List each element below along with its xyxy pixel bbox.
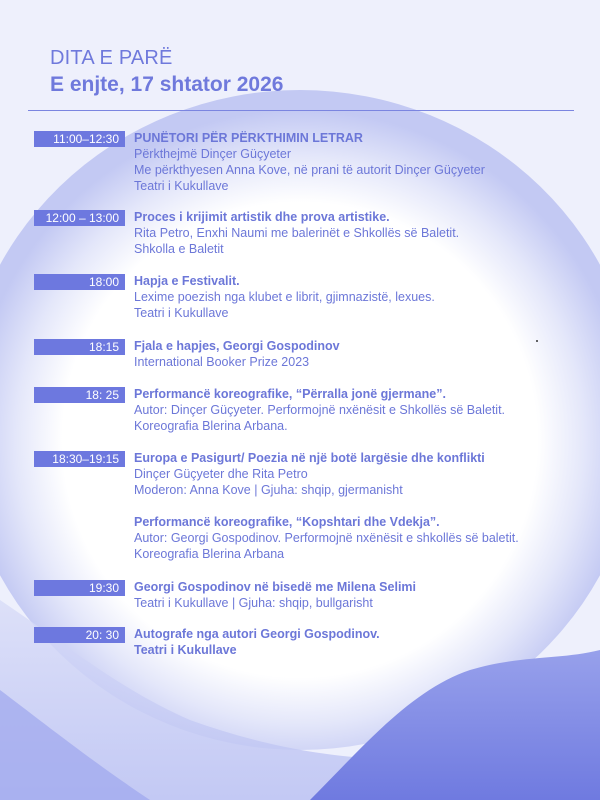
event-title: Autografe nga autori Georgi Gospodinov.: [134, 627, 380, 641]
time-badge: 18:00: [34, 274, 125, 290]
event-title: Fjala e hapjes, Georgi Gospodinov: [134, 339, 340, 353]
date-title: E enjte, 17 shtator 2026: [50, 73, 284, 96]
page-header: [50, 46, 283, 99]
event-title: Hapja e Festivalit.: [134, 274, 240, 288]
time-badge: 19:30: [34, 580, 125, 596]
event-title: Proces i krijimit artistik dhe prova artistike.: [134, 210, 390, 224]
event-detail: Përkthejmë Dinçer Güçyeter: [134, 147, 292, 161]
time-badge: 18: 25: [34, 387, 125, 403]
event-detail: International Booker Prize 2023: [134, 355, 310, 369]
event-detail: Dinçer Güçyeter dhe Rita Petro: [134, 467, 308, 481]
time-badge: 18:30–19:15: [34, 451, 125, 467]
event-title: Europa e Pasigurt/ Poezia në një botë largësie dhe konflikti: [134, 451, 485, 465]
event-detail: Autor: Georgi Gospodinov. Performojnë nxënësit e shkollës së baletit.: [134, 531, 519, 545]
event-title: Performancë koreografike, “Kopshtari dhe Vdekja”.: [134, 515, 440, 529]
day-title: DITA E PARË: [50, 47, 173, 69]
event-location: Shkolla e Baletit: [134, 242, 224, 256]
event-detail: Lexime poezish nga klubet e librit, gjimnazistë, lexues.: [134, 290, 435, 304]
event-detail: Koreografia Blerina Arbana: [134, 547, 285, 561]
time-badge: 12:00 – 13:00: [34, 210, 125, 226]
event-detail: Moderon: Anna Kove | Gjuha: shqip, gjermanisht: [134, 483, 403, 497]
divider: [28, 110, 574, 111]
event-detail: Me përkthyesen Anna Kove, në prani të autorit Dinçer Güçyeter: [134, 163, 485, 177]
event-title: PUNËTORI PËR PËRKTHIMIN LETRAR: [134, 131, 363, 145]
stray-dot: [536, 340, 538, 342]
event-location: Teatri i Kukullave: [134, 306, 229, 320]
event-title: Georgi Gospodinov në bisedë me Milena Selimi: [134, 580, 417, 594]
event-location: Teatri i Kukullave | Gjuha: shqip, bullgarisht: [134, 596, 373, 610]
event-location: Teatri i Kukullave: [134, 643, 237, 657]
time-badge: 11:00–12:30: [34, 131, 125, 147]
time-badge: 20: 30: [34, 627, 125, 643]
event-detail: Koreografia Blerina Arbana.: [134, 419, 288, 433]
event-location: Teatri i Kukullave: [134, 179, 229, 193]
event-title: Performancë koreografike, “Përralla jonë gjermane”.: [134, 387, 446, 401]
event-detail: Autor: Dinçer Güçyeter. Performojnë nxënësit e Shkollës së Baletit.: [134, 403, 506, 417]
time-badge: 18:15: [34, 339, 125, 355]
event-detail: Rita Petro, Enxhi Naumi me balerinët e Shkollës së Baletit.: [134, 226, 460, 240]
